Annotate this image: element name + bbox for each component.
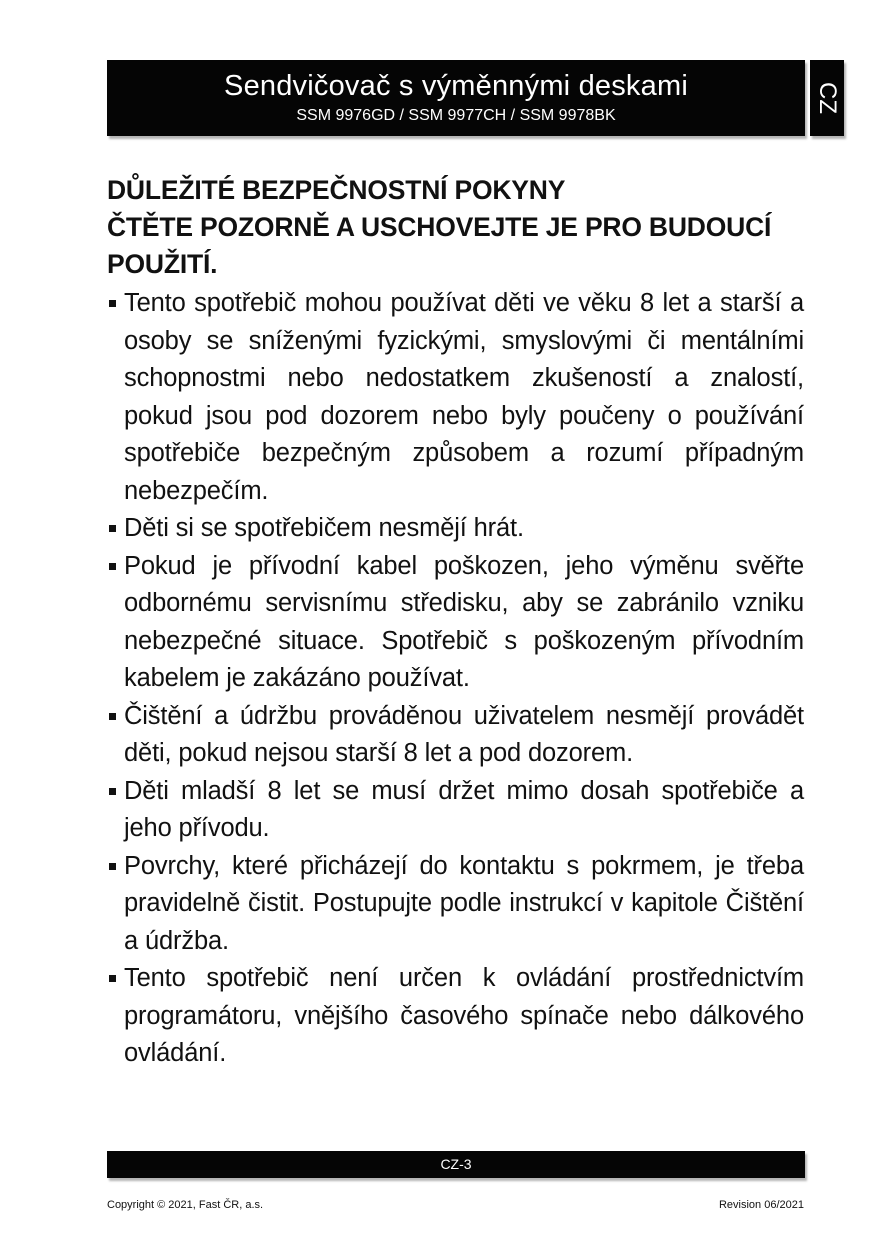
bullet-icon [109, 975, 116, 982]
safety-instructions [107, 172, 804, 1073]
instruction-list [107, 285, 804, 1073]
list-item [107, 960, 804, 1073]
model-numbers: SSM 9976GD / SSM 9977CH / SSM 9978BK [296, 107, 616, 124]
bullet-icon [109, 863, 116, 870]
list-item [107, 510, 804, 548]
list-item-text: Čištění a údržbu prováděnou uživatelem nesmějí provádět děti, pokud nejsou starší 8 let a pod dozorem. [124, 701, 804, 767]
bullet-icon [109, 713, 116, 720]
document-title: Sendvičovač s výměnnými deskami [224, 70, 688, 102]
heading-line: ČTĚTE POZORNĚ A USCHOVEJTE JE PRO BUDOUCÍ POUŽITÍ. [107, 212, 772, 279]
language-tab [810, 60, 844, 136]
list-item-text: Děti si se spotřebičem nesmějí hrát. [124, 514, 524, 542]
heading-line: DŮLEŽITÉ BEZPEČNOSTNÍ POKYNY [107, 175, 566, 205]
list-item-text: Tento spotřebič mohou používat děti ve věku 8 let a starší a osoby se sníženými fyzickými, smyslovými či mentálními schopnostmi nebo nedostatkem zkušeností a znalostí, pokud jsou pod dozorem nebo byly poučeny o používání spotřebiče bezpečným způsobem a rozumí případným nebezpečím. [124, 289, 804, 505]
bullet-icon [109, 788, 116, 795]
revision-label: Revision 06/2021 [718, 1199, 804, 1211]
bullet-icon [109, 300, 116, 307]
list-item-text: Tento spotřebič není určen k ovládání prostřednictvím programátoru, vnějšího časového spínače nebo dálkového ovládání. [124, 964, 804, 1067]
list-item [107, 773, 804, 848]
header-bar [107, 60, 805, 136]
copyright-notice: Copyright © 2021, Fast ČR, a.s. [107, 1199, 264, 1211]
list-item [107, 698, 804, 773]
list-item-text: Děti mladší 8 let se musí držet mimo dosah spotřebiče a jeho přívodu. [124, 776, 804, 842]
list-item [107, 548, 804, 698]
list-item [107, 285, 804, 510]
list-item-text: Pokud je přívodní kabel poškozen, jeho výměnu svěřte odbornému servisnímu středisku, aby se zabránilo vzniku nebezpečné situace. Spotřebič s poškozeným přívodním kabelem je zakázáno používat. [124, 551, 804, 692]
list-item-text: Povrchy, které přicházejí do kontaktu s pokrmem, je třeba pravidelně čistit. Postupujte podle instrukcí v kapitole Čištění a údržba. [124, 851, 804, 955]
bullet-icon [109, 525, 116, 532]
section-heading [107, 172, 804, 283]
page-number: CZ-3 [440, 1156, 472, 1172]
bullet-icon [109, 563, 116, 570]
language-tab-label: CZ [814, 82, 841, 114]
footer-bar [107, 1151, 805, 1178]
list-item [107, 848, 804, 961]
